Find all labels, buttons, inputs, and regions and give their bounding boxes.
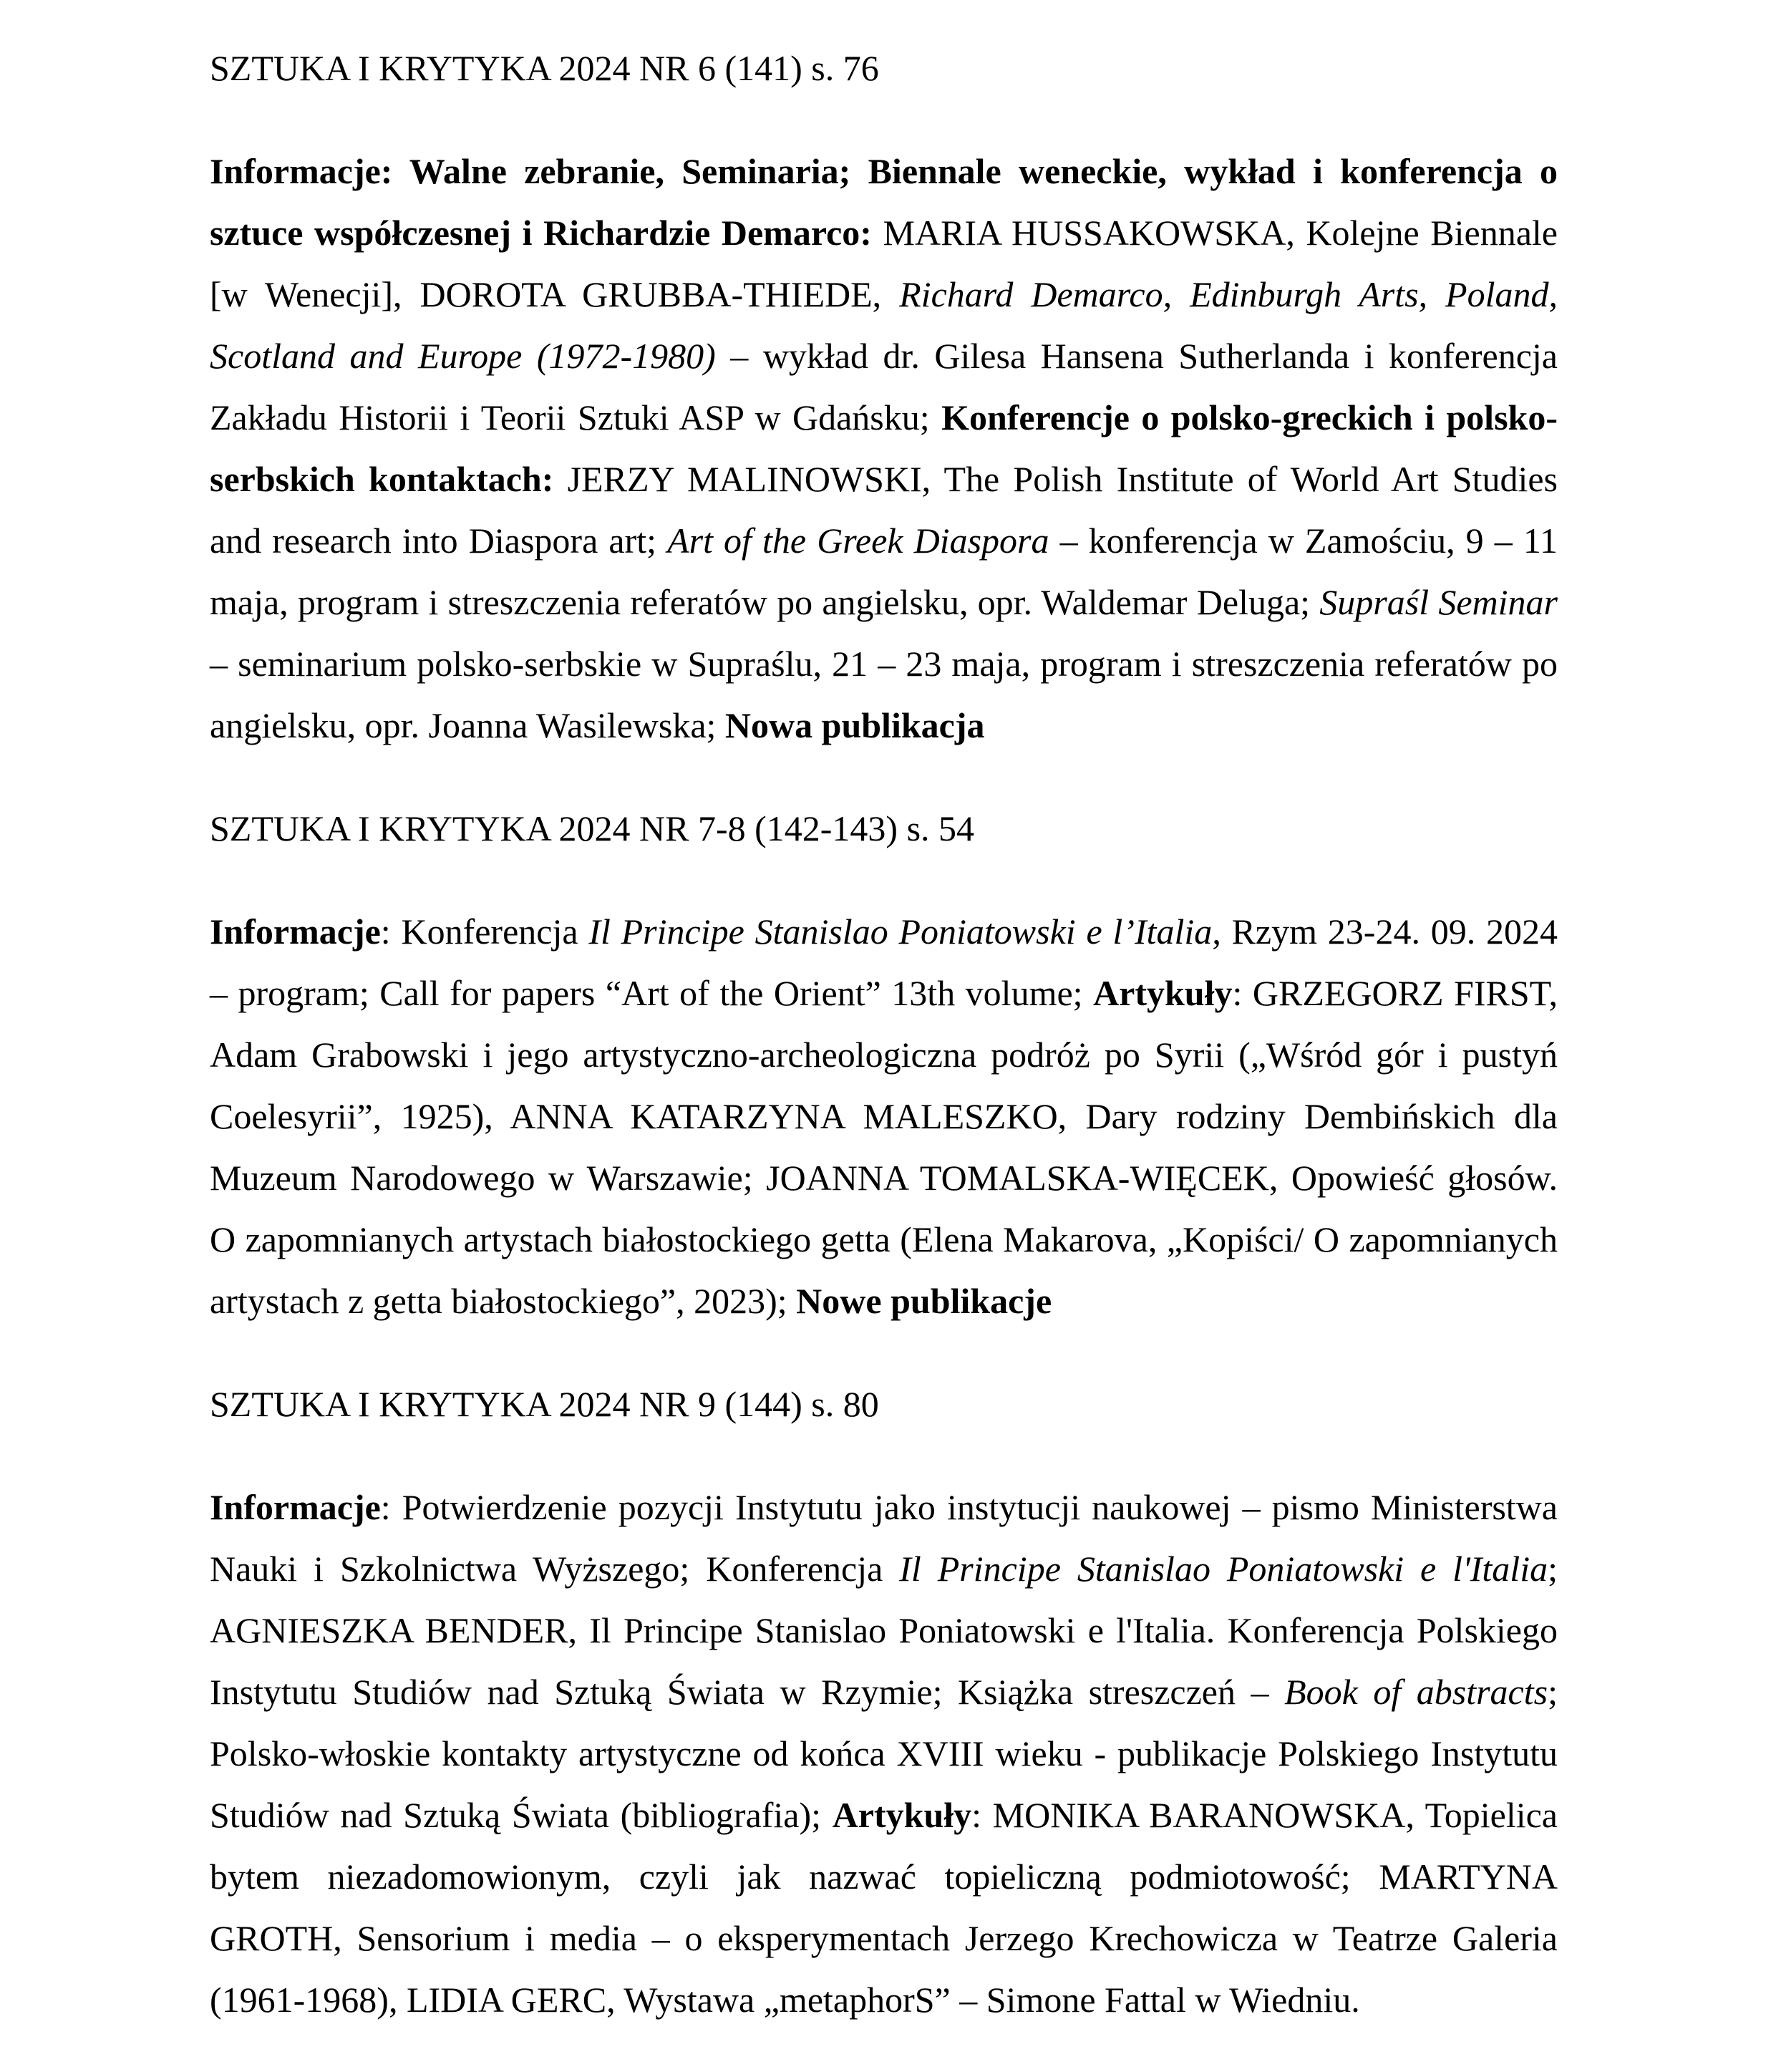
- text: : MONIKA BARANOWSKA, Topielica bytem niezadomowionym, czyli jak nazwać topieliczną podmiotowość; MARTYNA GROTH, Sensorium i media – o eksperymentach Jerzego Krechowicza w Teatrze Galeria (1961-1968), LIDIA GERC, Wystawa „metaphorS” – Simone Fattal w Wiedniu.: [210, 1795, 1558, 2020]
- text: ; AGNIESZKA BENDER, Il Principe Stanislao Poniatowski e l'Italia. Konferencja Polskiego Instytutu Studiów nad Sztuką Świata w Rzymie; Książka streszczeń –: [210, 1549, 1558, 1712]
- text: – wykład dr. Gilesa Hansena Sutherlanda i konferencja Zakładu Historii i Teorii Sztuki ASP w Gdańsku;: [210, 336, 1558, 437]
- issue-header: SZTUKA I KRYTYKA 2024 NR 7-8 (142-143) s. 54: [210, 808, 975, 848]
- issue-contents: [210, 1476, 1558, 2030]
- bold-text: Nowa publikacja: [724, 705, 985, 745]
- italic-title: Richard Demarco, Edinburgh Arts, Poland, Scotland and Europe (1972-1980): [210, 274, 1558, 376]
- text: : GRZEGORZ FIRST, Adam Grabowski i jego artystyczno-archeologiczna podróż po Syrii („Wśród gór i pustyń Coelesyrii”, 1925), ANNA KATARZYNA MALESZKO, Dary rodziny Dembińskich dla Muzeum Narodowego w Warszawie; JOANNA TOMALSKA-WIĘCEK, Opowieść głosów. O zapomnianych artystach białostockiego getta (Elena Makarova, „Kopiści/ O zapomnianych artystach z getta białostockiego”, 2023);: [210, 973, 1558, 1321]
- italic-title: Book of abstracts: [1284, 1672, 1548, 1712]
- bold-text: Nowe publikacje: [796, 1281, 1052, 1321]
- text: – seminarium polsko-serbskie w Supraślu, 21 – 23 maja, program i streszczenia referatów po angielsku, opr. Joanna Wasilewska;: [210, 644, 1558, 745]
- bold-text: Informacje: [210, 911, 381, 952]
- text: : Konferencja: [380, 911, 589, 952]
- italic-title: Art of the Greek Diaspora: [667, 521, 1049, 561]
- issue-contents: [210, 901, 1558, 1332]
- issue-header: SZTUKA I KRYTYKA 2024 NR 6 (141) s. 76: [210, 48, 879, 88]
- bold-text: Konferencje o polsko-greckich i polsko-serbskich kontaktach:: [210, 397, 1558, 499]
- document-page: [210, 37, 1558, 2072]
- text: : Potwierdzenie pozycji Instytutu jako instytucji naukowej – pismo Ministerstwa Nauki i Szkolnictwa Wyższego; Konferencja: [210, 1487, 1558, 1589]
- text: JERZY MALINOWSKI, The Polish Institute of World Art Studies and research into Diaspora art;: [210, 459, 1558, 561]
- issue-contents: [210, 140, 1558, 756]
- italic-title: Il Principe Stanislao Poniatowski e l’Italia: [588, 911, 1213, 952]
- text: ; Polsko-włoskie kontakty artystyczne od końca XVIII wieku - publikacje Polskiego Instytutu Studiów nad Sztuką Świata (bibliografia);: [210, 1672, 1558, 1835]
- issue-header: SZTUKA I KRYTYKA 2024 NR 9 (144) s. 80: [210, 1384, 879, 1424]
- italic-title: Supraśl Seminar: [1319, 582, 1558, 622]
- text: MARIA HUSSAKOWSKA, Kolejne Biennale [w Wenecji], DOROTA GRUBBA-THIEDE,: [210, 213, 1558, 314]
- bold-text: Artykuły: [1093, 973, 1233, 1013]
- italic-title: Il Principe Stanislao Poniatowski e l'Italia: [899, 1549, 1548, 1589]
- bold-text: Artykuły: [832, 1795, 972, 1835]
- text: , Rzym 23-24. 09. 2024 – program; Call for papers “Art of the Orient” 13th volume;: [210, 911, 1558, 1013]
- bold-text: Informacje: Walne zebranie, Seminaria; Biennale weneckie, wykład i konferencja o sztuce współczesnej i Richardzie Demarco:: [210, 151, 1558, 253]
- bold-text: Informacje: [210, 1487, 381, 1527]
- text: – konferencja w Zamościu, 9 – 11 maja, program i streszczenia referatów po angielsku, opr. Waldemar Deluga;: [210, 521, 1558, 622]
